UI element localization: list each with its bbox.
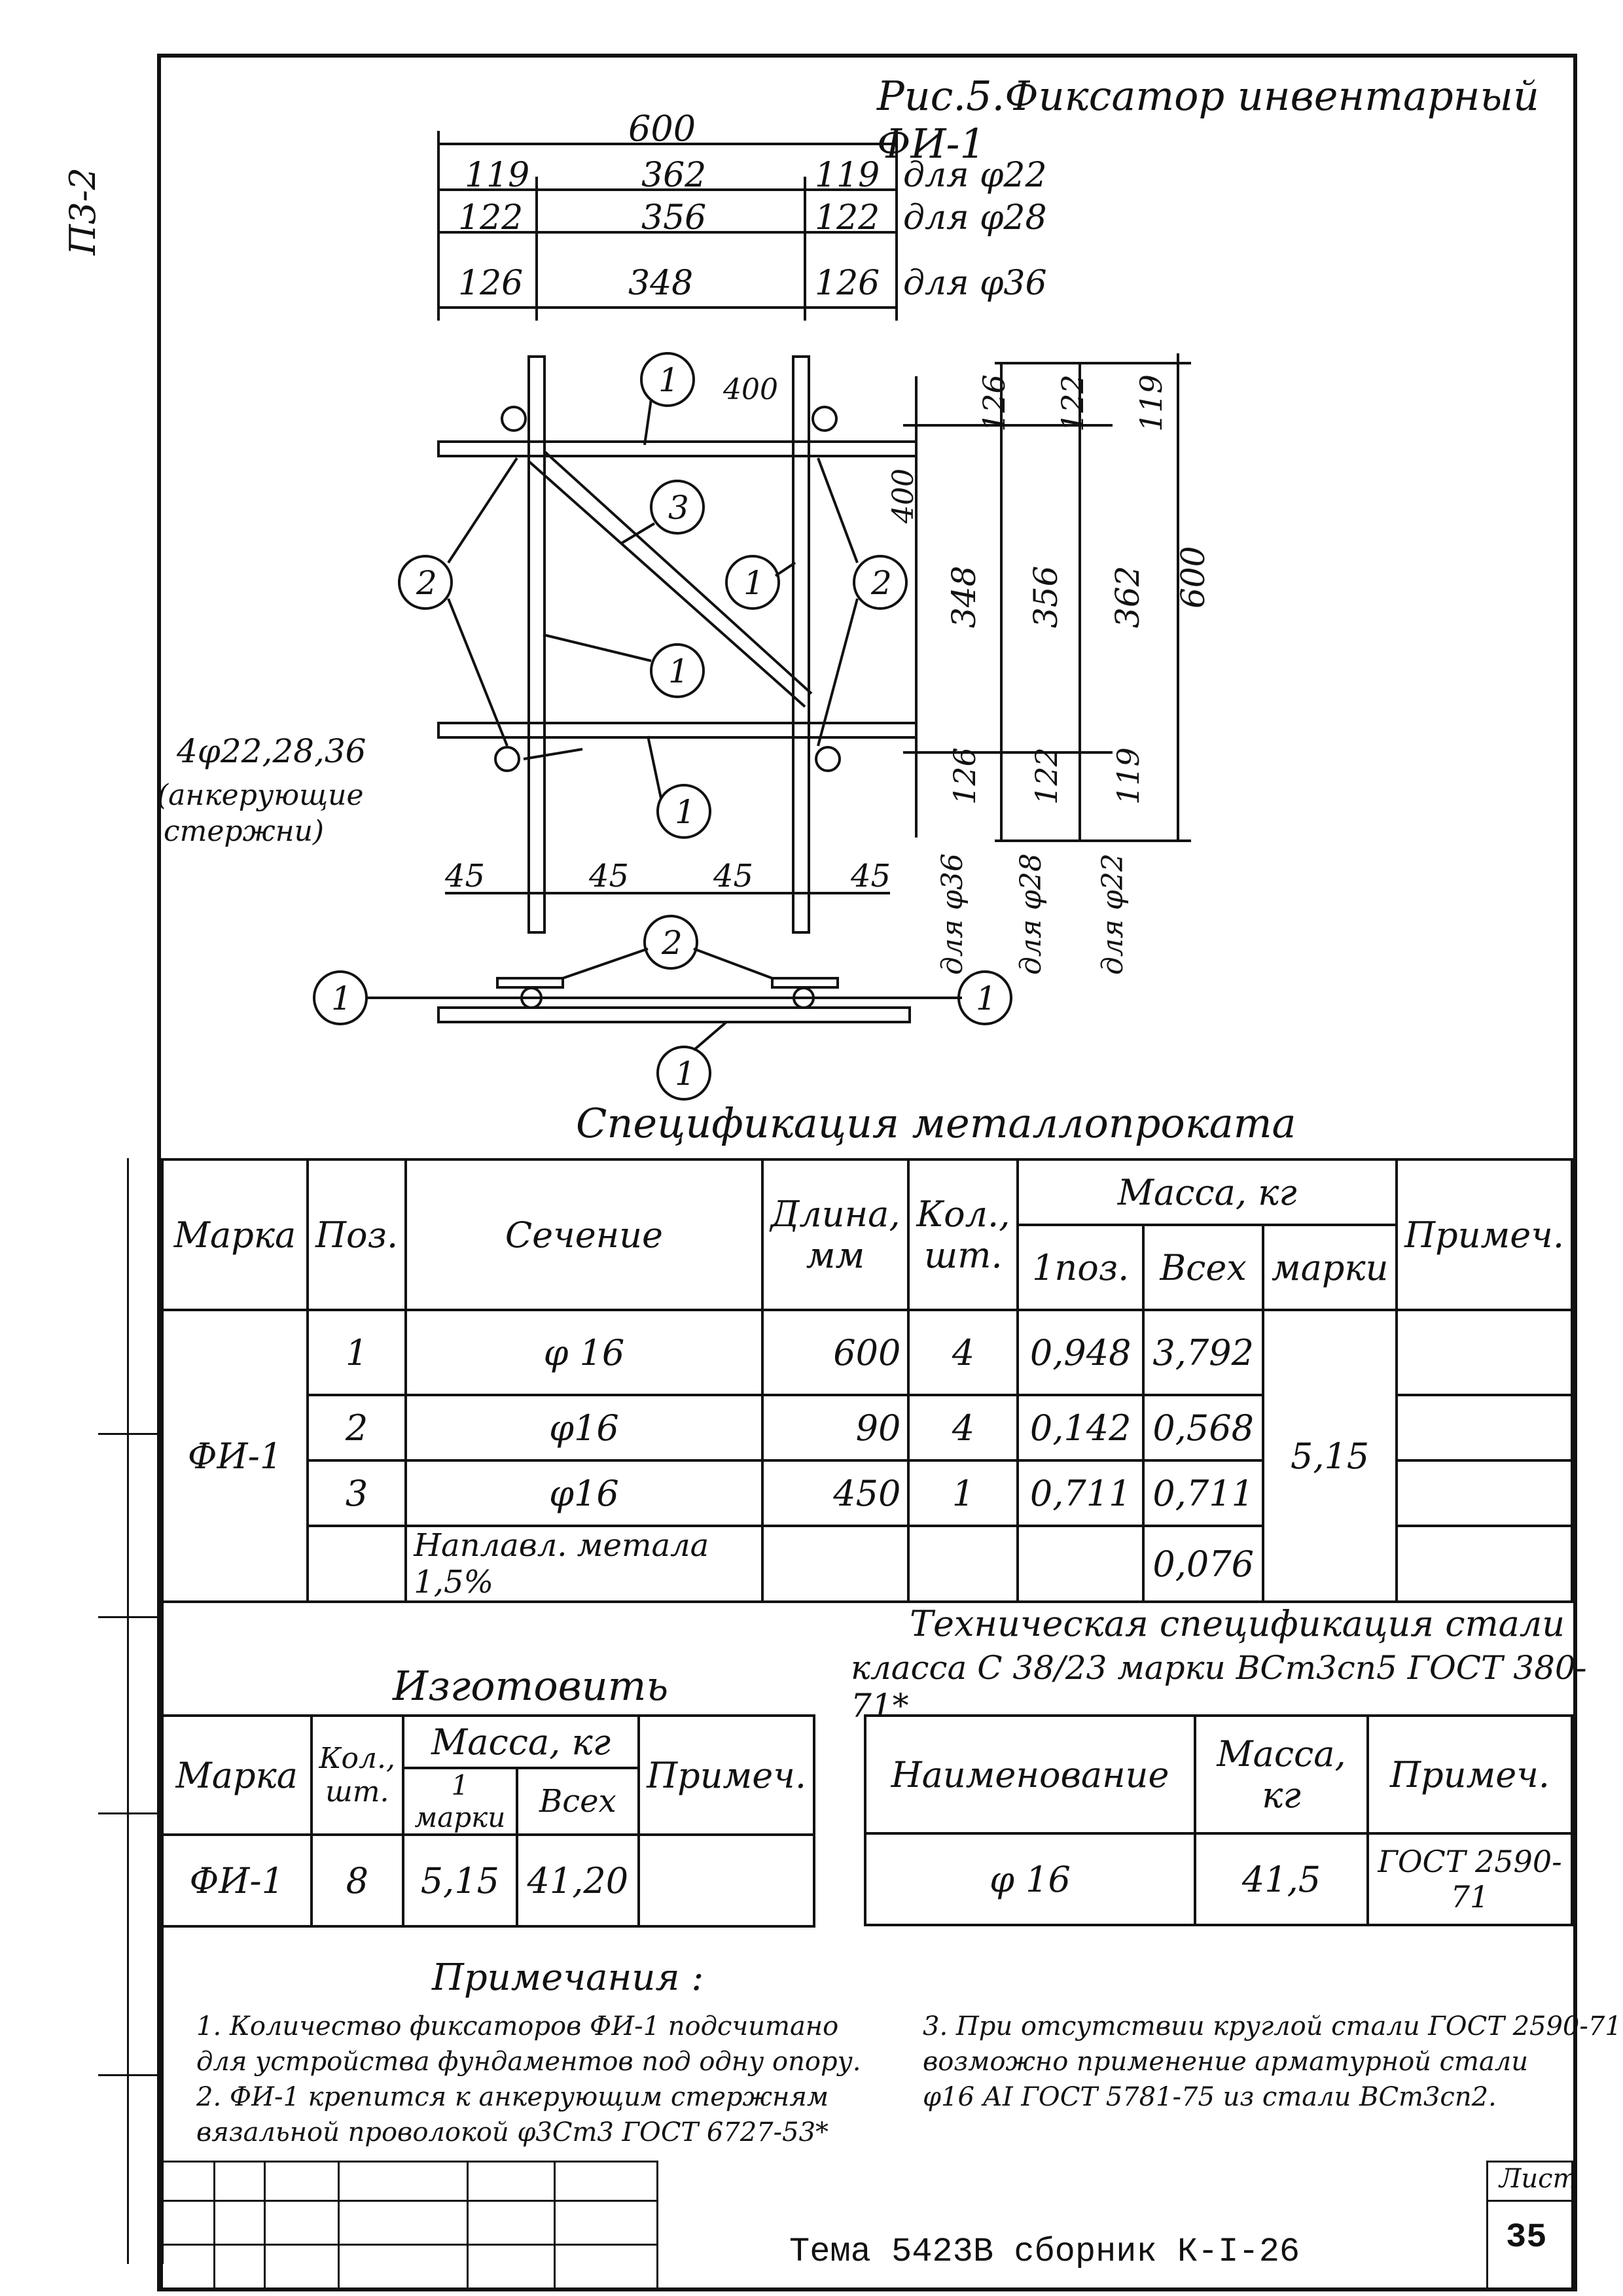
sheet-number: 35 bbox=[1506, 2218, 1547, 2257]
cell-section: φ16 bbox=[406, 1460, 762, 1526]
col-mass-mark: марки bbox=[1263, 1225, 1397, 1310]
callout-1: 1 bbox=[331, 980, 352, 1017]
col-mass-one: 1 марки bbox=[403, 1768, 517, 1835]
table-row bbox=[865, 1833, 1572, 1925]
anchor-label: стержни) bbox=[164, 815, 325, 848]
title-block bbox=[161, 2134, 1578, 2291]
col-mark: Марка bbox=[162, 1716, 312, 1835]
cell-note bbox=[1397, 1310, 1572, 1395]
strip-divider bbox=[98, 1812, 161, 1814]
cell-mass-all: 0,076 bbox=[1143, 1526, 1263, 1602]
cell-mass-all: 0,711 bbox=[1143, 1460, 1263, 1526]
callout-1: 1 bbox=[658, 361, 679, 399]
dim-note-2: для φ28 bbox=[903, 198, 1047, 238]
callout-1: 1 bbox=[668, 652, 689, 690]
col-mass: Масса, кг bbox=[403, 1716, 639, 1768]
callout-2: 2 bbox=[871, 564, 892, 602]
dim-right-bot-1: 126 bbox=[947, 747, 982, 805]
dim-c-1: 119 bbox=[815, 156, 880, 195]
strip-divider bbox=[127, 1158, 129, 2264]
cell-note bbox=[1397, 1395, 1572, 1460]
dim-right-mid-2: 356 bbox=[1027, 565, 1065, 628]
cell-mass-one bbox=[1018, 1526, 1143, 1602]
col-mass: Масса, кг bbox=[1018, 1159, 1397, 1225]
dim-right-top-1: 126 bbox=[976, 374, 1012, 432]
cell-qty: 8 bbox=[312, 1835, 404, 1926]
dim-600-top: 600 bbox=[628, 108, 696, 149]
dim-a-3: 126 bbox=[458, 264, 524, 303]
dim-note-1: для φ22 bbox=[903, 156, 1047, 195]
cell-note bbox=[639, 1835, 814, 1926]
cell-pos: 1 bbox=[308, 1310, 406, 1395]
dim-c-2: 122 bbox=[815, 198, 880, 238]
col-section: Сечение bbox=[406, 1159, 762, 1310]
spec-title: Спецификация металлопроката bbox=[576, 1099, 1296, 1147]
cell-note bbox=[1397, 1460, 1572, 1526]
dim-400-h: 400 bbox=[723, 373, 778, 406]
callout-3: 3 bbox=[668, 489, 689, 527]
col-name: Наименование bbox=[865, 1716, 1195, 1833]
dim-right-mid-3: 362 bbox=[1109, 565, 1147, 628]
dim-note-3: для φ36 bbox=[903, 264, 1047, 303]
left-stamp-strip bbox=[98, 1158, 164, 2264]
note-3a: 3. При отсутствии круглой стали ГОСТ 2590-71 bbox=[923, 2011, 1622, 2041]
cell-pos: 3 bbox=[308, 1460, 406, 1526]
cell-section: Наплавл. метала 1,5% bbox=[406, 1526, 762, 1602]
side-code: П3-2 bbox=[62, 167, 103, 255]
note-1a: 1. Количество фиксаторов ФИ-1 подсчитано bbox=[196, 2011, 839, 2041]
cell-name: φ 16 bbox=[865, 1833, 1195, 1925]
cell-section: φ 16 bbox=[406, 1310, 762, 1395]
cell-length: 600 bbox=[762, 1310, 909, 1395]
dim-a-2: 122 bbox=[458, 198, 524, 238]
figure-title: Рис.5.Фиксатор инвентарный ФИ-1 bbox=[877, 72, 1539, 168]
note-3c: φ16 АI ГОСТ 5781-75 из стали ВСт3сп2. bbox=[923, 2082, 1497, 2112]
dim-b-1: 362 bbox=[641, 156, 707, 195]
tech-table bbox=[864, 1714, 1573, 1926]
dim-b-2: 356 bbox=[641, 198, 707, 238]
cell-length: 450 bbox=[762, 1460, 909, 1526]
make-table bbox=[161, 1714, 815, 1928]
strip-divider bbox=[98, 1616, 161, 1618]
table-row bbox=[162, 1310, 1572, 1395]
cell-qty: 4 bbox=[908, 1310, 1018, 1395]
cell-mass-all: 41,20 bbox=[517, 1835, 639, 1926]
strip-divider bbox=[98, 2074, 161, 2076]
strip-divider bbox=[98, 1433, 161, 1435]
cell-mass-one: 0,142 bbox=[1018, 1395, 1143, 1460]
cell-note bbox=[1397, 1526, 1572, 1602]
tech-title-2: класса С 38/23 марки ВСт3сп5 ГОСТ 380-71* bbox=[851, 1649, 1587, 1725]
dim-right-600: 600 bbox=[1174, 546, 1212, 609]
notes-title: Примечания : bbox=[432, 1956, 704, 1999]
cell-qty: 4 bbox=[908, 1395, 1018, 1460]
dim-a-1: 119 bbox=[465, 156, 530, 195]
callout-2: 2 bbox=[662, 924, 683, 962]
col-pos: Поз. bbox=[308, 1159, 406, 1310]
cell-mark: ФИ-1 bbox=[162, 1835, 312, 1926]
assembly-drawing bbox=[0, 0, 1623, 1125]
callout-1: 1 bbox=[743, 564, 764, 602]
tech-title-1: Техническая спецификация стали bbox=[910, 1603, 1565, 1644]
note-2a: 2. ФИ-1 крепится к анкерующим стержням bbox=[196, 2082, 829, 2112]
note-2b: вязальной проволокой φ3Ст3 ГОСТ 6727-53* bbox=[196, 2117, 829, 2147]
col-mark: Марка bbox=[162, 1159, 308, 1310]
cell-mass-one: 0,948 bbox=[1018, 1310, 1143, 1395]
col-mass-all: Всех bbox=[517, 1768, 639, 1835]
dim-right-bot-2: 122 bbox=[1029, 747, 1064, 805]
col-mass: Масса, кг bbox=[1195, 1716, 1368, 1833]
cell-mass-one: 5,15 bbox=[403, 1835, 517, 1926]
dim-c-3: 126 bbox=[815, 264, 880, 303]
anchor-label: 4φ22,28,36 bbox=[177, 732, 366, 770]
spec-table bbox=[161, 1158, 1573, 1603]
table-row bbox=[162, 1835, 814, 1926]
cell-mass-all: 0,568 bbox=[1143, 1395, 1263, 1460]
callout-1: 1 bbox=[976, 980, 997, 1017]
sheet-label: Лист bbox=[1499, 2164, 1578, 2194]
cell-mass-all: 3,792 bbox=[1143, 1310, 1263, 1395]
cell-qty: 1 bbox=[908, 1460, 1018, 1526]
callout-1: 1 bbox=[675, 1055, 696, 1093]
dim-right-note-3: для φ22 bbox=[1096, 853, 1130, 975]
cell-pos bbox=[308, 1526, 406, 1602]
col-qty: Кол., шт. bbox=[908, 1159, 1018, 1310]
dim-45-2: 45 bbox=[589, 858, 630, 894]
callout-1: 1 bbox=[675, 793, 696, 831]
cell-length bbox=[762, 1526, 909, 1602]
dim-right-note-2: для φ28 bbox=[1014, 853, 1048, 975]
notes-right bbox=[923, 2009, 1622, 2115]
col-qty: Кол., шт. bbox=[312, 1716, 404, 1835]
cell-note: ГОСТ 2590-71 bbox=[1368, 1833, 1572, 1925]
cell-qty bbox=[908, 1526, 1018, 1602]
anchor-label: (анкерующие bbox=[157, 779, 364, 812]
col-note: Примеч. bbox=[639, 1716, 814, 1835]
callout-2: 2 bbox=[416, 564, 437, 602]
col-mass-all: Всех bbox=[1143, 1225, 1263, 1310]
dim-right-bot-3: 119 bbox=[1111, 747, 1146, 805]
dim-right-mid-1: 348 bbox=[945, 565, 983, 628]
dim-b-3: 348 bbox=[628, 264, 694, 303]
dim-45-3: 45 bbox=[713, 858, 754, 894]
dim-45-4: 45 bbox=[851, 858, 891, 894]
cell-mass: 41,5 bbox=[1195, 1833, 1368, 1925]
spec-mark: ФИ-1 bbox=[162, 1310, 308, 1602]
note-3b: возможно применение арматурной стали bbox=[923, 2047, 1529, 2077]
cell-pos: 2 bbox=[308, 1395, 406, 1460]
dim-right-top-2: 122 bbox=[1055, 374, 1090, 432]
note-1b: для устройства фундаментов под одну опору. bbox=[196, 2047, 861, 2077]
dim-45-1: 45 bbox=[445, 858, 486, 894]
col-note: Примеч. bbox=[1368, 1716, 1572, 1833]
dim-right-top-3: 119 bbox=[1133, 374, 1169, 432]
dim-right-note-1: для φ36 bbox=[936, 853, 969, 975]
footer-text: Тема 5423В сборник К-I-26 bbox=[789, 2233, 1300, 2271]
cell-section: φ16 bbox=[406, 1395, 762, 1460]
notes-left bbox=[196, 2009, 861, 2150]
dim-400-v: 400 bbox=[887, 468, 920, 523]
col-length: Длина, мм bbox=[762, 1159, 909, 1310]
cell-mass-one: 0,711 bbox=[1018, 1460, 1143, 1526]
col-mass-one: 1поз. bbox=[1018, 1225, 1143, 1310]
make-title: Изготовить bbox=[393, 1662, 669, 1710]
col-note: Примеч. bbox=[1397, 1159, 1572, 1310]
spec-mark-mass: 5,15 bbox=[1263, 1310, 1397, 1602]
cell-length: 90 bbox=[762, 1395, 909, 1460]
stamp-grid bbox=[161, 2200, 658, 2246]
